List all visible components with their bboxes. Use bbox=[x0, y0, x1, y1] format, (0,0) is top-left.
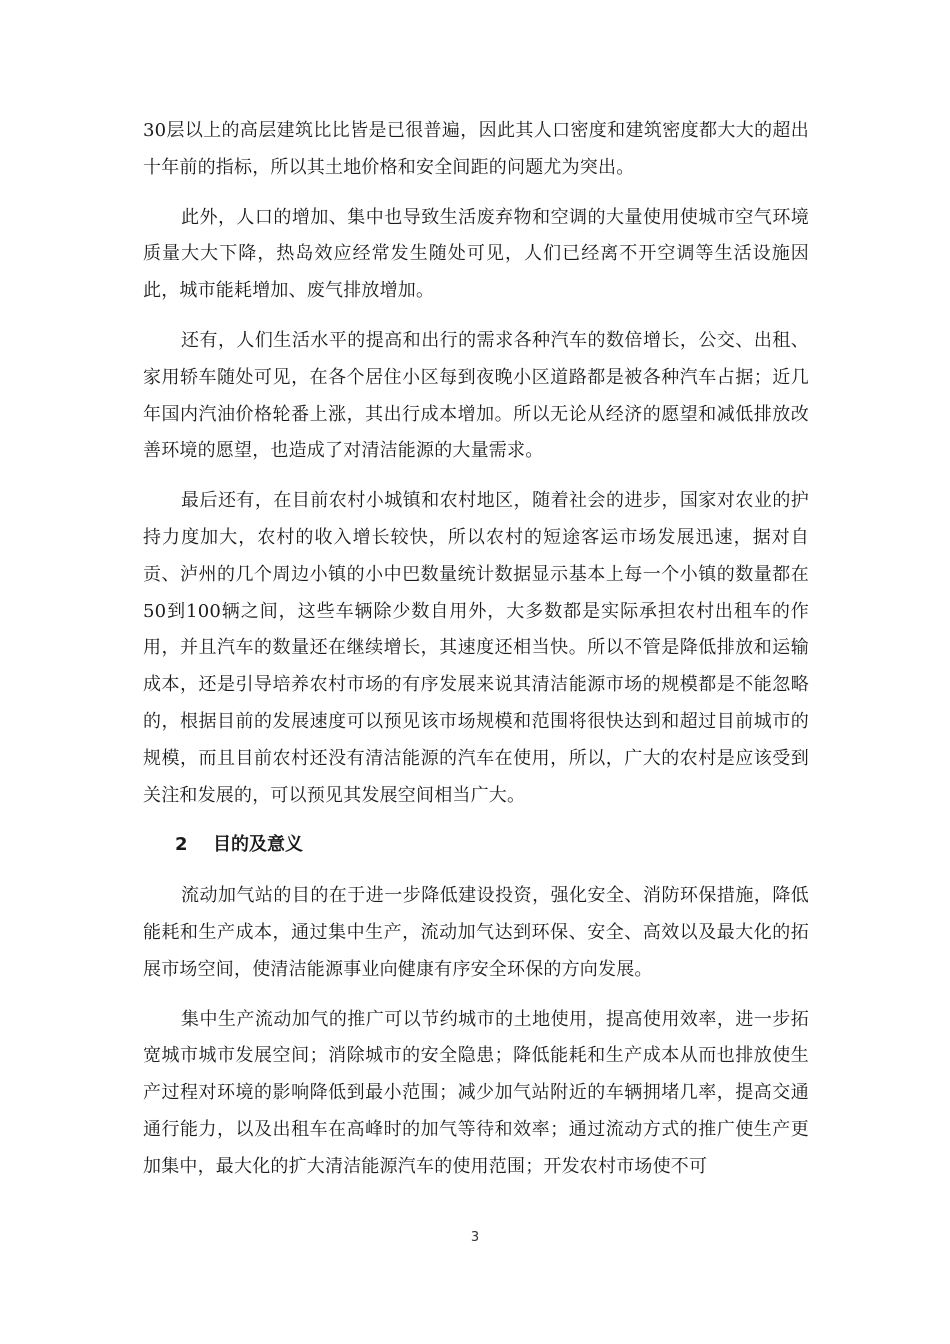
section-number: 2 bbox=[175, 834, 188, 856]
paragraph-rural-market: 最后还有，在目前农村小城镇和农村地区，随着社会的进步，国家对农业的护持力度加大，农村的收入增长较快，所以农村的短途客运市场发展迅速，据对自贡、泸州的几个周边小镇的小中巴数量统计数据显示基本上每一个小镇的数量都在50到100辆之间，这些车辆除少数自用外，大多数都是实际承担农村出租车的作用，并且汽车的数量还在继续增长，其速度还相当快。所以不管是降低排放和运输成本，还是引导培养农村市场的有序发展来说其清洁能源市场的规模都是不能忽略的，根据目前的发展速度可以预见该市场规模和范围将很快达到和超过目前城市的规模，而且目前农村还没有清洁能源的汽车在使用，所以，广大的农村是应该受到关注和发展的，可以预见其发展空间相当广大。 bbox=[143, 490, 809, 806]
paragraph-air-quality: 此外，人口的增加、集中也导致生活废弃物和空调的大量使用使城市空气环境质量大大下降，热岛效应经常发生随处可见，人们已经离不开空调等生活设施因此，城市能耗增加、废气排放增加。 bbox=[143, 206, 809, 302]
paragraph-vehicle-growth: 还有，人们生活水平的提高和出行的需求各种汽车的数倍增长，公交、出租、家用轿车随处可见，在各个居住小区每到夜晚小区道路都是被各种汽车占据；近几年国内汽油价格轮番上涨，其出行成本增加。所以无论从经济的愿望和减低排放改善环境的愿望，也造成了对清洁能源的大量需求。 bbox=[143, 329, 809, 462]
paragraph-purpose: 流动加气站的目的在于进一步降低建设投资，强化安全、消防环保措施，降低能耗和生产成本，通过集中生产，流动加气达到环保、安全、高效以及最大化的拓展市场空间，使清洁能源事业向健康有序安全环保的方向发展。 bbox=[143, 885, 809, 980]
paragraph-high-rise-density: 30层以上的高层建筑比比皆是已很普遍，因此其人口密度和建筑密度都大大的超出十年前的指标，所以其土地价格和安全间距的问题尤为突出。 bbox=[143, 120, 809, 178]
page-number: 3 bbox=[470, 1230, 480, 1245]
document-body bbox=[143, 113, 809, 1199]
section-heading bbox=[143, 827, 809, 864]
section-title: 目的及意义 bbox=[213, 834, 303, 856]
paragraph-significance: 集中生产流动加气的推广可以节约城市的土地使用，提高使用效率，进一步拓宽城市城市发展空间；消除城市的安全隐患；降低能耗和生产成本从而也排放使生产过程对环境的影响降低到最小范围；减少加气站附近的车辆拥堵几率，提高交通通行能力，以及出租车在高峰时的加气等待和效率；通过流动方式的推广使生产更加集中，最大化的扩大清洁能源汽车的使用范围；开发农村市场使不可 bbox=[143, 1008, 809, 1177]
